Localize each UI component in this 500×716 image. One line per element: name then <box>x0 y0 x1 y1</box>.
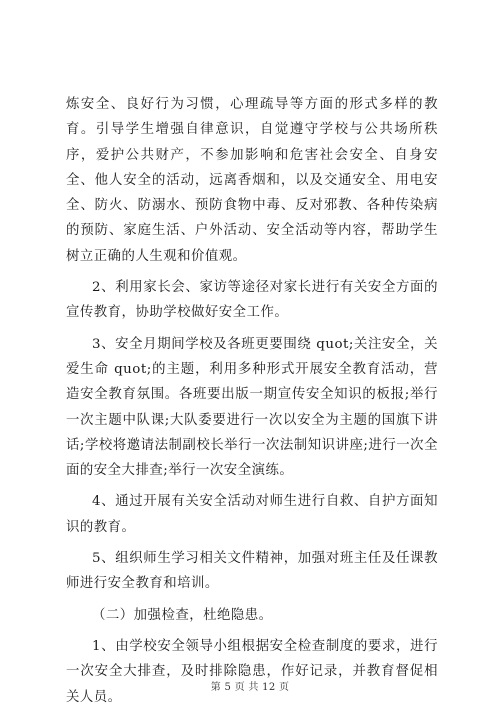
paragraph: 1、由学校安全领导小组根据安全检查制度的要求，进行一次安全大排查，及时排除隐患，作好记录，并教育督促相关人员。 <box>66 638 438 705</box>
paragraph: 3、安全月期间学校及各班更要围绕 quot;关注安全，关爱生命 quot;的主题，利用多种形式开展安全教育活动，营造安全教育氛围。各班要出版一期宣传安全知识的板报;举行一次主题中队课;大队委要进行一次以安全为主题的国旗下讲话;学校将邀请法制副校长举行一次法制知识讲座;进行一次全面的安全大排查;举行一次安全演练。 <box>66 336 438 479</box>
paragraph: 5、组织师生学习相关文件精神，加强对班主任及任课教师进行安全教育和培训。 <box>66 551 438 592</box>
document-body <box>66 92 438 716</box>
paragraph: 2、利用家长会、家访等途径对家长进行有关安全方面的宣传教育，协助学校做好安全工作。 <box>66 280 438 321</box>
page-footer: 第 5 页 共 12 页 <box>210 682 290 693</box>
paragraph: 4、通过开展有关安全活动对师生进行自救、自护方面知识的教育。 <box>66 494 438 535</box>
section-heading: （二）加强检查，杜绝隐患。 <box>92 607 273 623</box>
paragraph: 炼安全、良好行为习惯，心理疏导等方面的形式多样的教育。引导学生增强自律意识，自觉遵守学校与公共场所秩序，爱护公共财产，不参加影响和危害社会安全、自身安全、他人安全的活动，远离香烟和，以及交通安全、用电安全、防火、防溺水、预防食物中毒、反对邪教、各种传染病的预防、家庭生活、户外活动、安全活动等内容，帮助学生树立正确的人生观和价值观。 <box>66 97 438 264</box>
